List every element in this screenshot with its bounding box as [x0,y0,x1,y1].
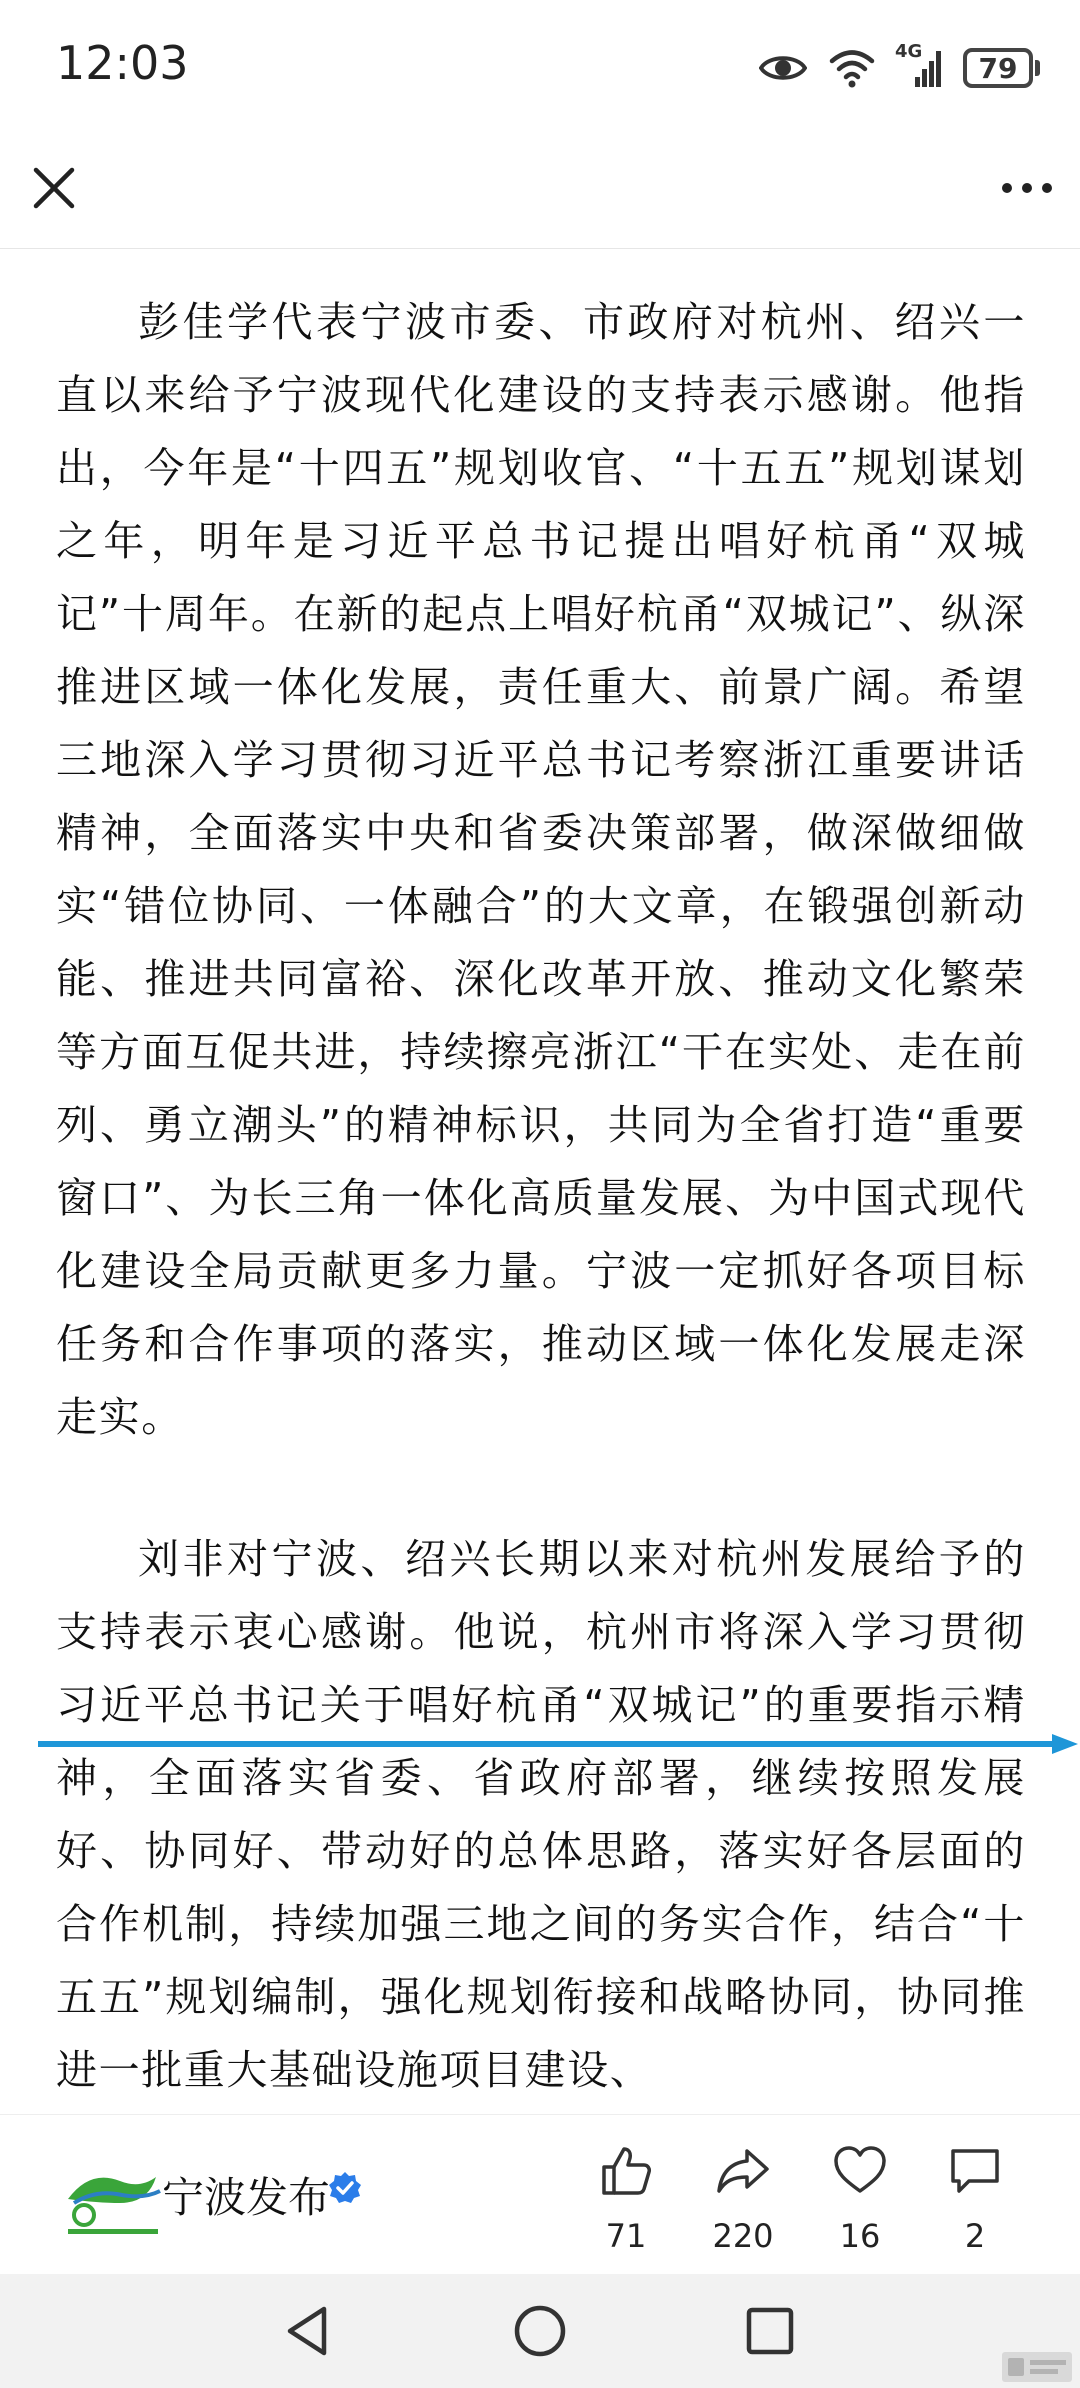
like-button[interactable] [571,2143,681,2255]
comment-count: 2 [964,2217,986,2255]
article-body [56,286,1026,2101]
article-paragraph-2: 刘非对宁波、绍兴长期以来对杭州发展给予的支持表示衷心感谢。他说，杭州市将深入学习贯彻习近平总书记关于唱好杭甬“双城记”的重要指示精神，全面落实省委、省政府部署，继续按照发展好、协同好、带动好的总体思路，落实好各层面的合作机制，持续加强三地之间的务实合作，结合“十五五”规划编制，强化规划衔接和战略协同，协同推进一批重大基础设施项目建设、 [56,1535,1026,2094]
share-button[interactable] [688,2143,798,2255]
status-time: 12:03 [56,36,189,90]
close-icon [26,160,82,216]
annotation-arrow [38,1732,1080,1756]
more-options-button[interactable] [992,160,1062,216]
comment-button[interactable] [920,2143,1030,2255]
watermark-icon [1002,2352,1072,2382]
nav-home-button[interactable] [510,2301,570,2361]
battery-level: 79 [978,51,1018,85]
favorite-button[interactable] [805,2143,915,2255]
verified-badge-icon [328,2171,362,2205]
footer-bar [0,2114,1080,2275]
system-nav-bar [0,2274,1080,2388]
share-icon [715,2143,771,2199]
favorite-count: 16 [839,2217,881,2255]
like-count: 71 [605,2217,647,2255]
close-button[interactable] [26,160,82,216]
account-logo[interactable] [60,2159,170,2243]
nav-recents-button[interactable] [740,2301,800,2361]
share-count: 220 [712,2217,774,2255]
home-circle-icon [510,2301,570,2361]
nav-back-button[interactable] [278,2301,338,2361]
account-name[interactable]: 宁波发布 [162,2173,331,2222]
more-icon [992,160,1062,216]
article-paragraph-1: 彭佳学代表宁波市委、市政府对杭州、绍兴一直以来给予宁波现代化建设的支持表示感谢。他指出，今年是“十四五”规划收官、“十五五”规划谋划之年，明年是习近平总书记提出唱好杭甬“双城记”十周年。在新的起点上唱好杭甬“双城记”、纵深推进区域一体化发展，责任重大、前景广阔。希望三地深入学习贯彻习近平总书记考察浙江重要讲话精神，全面落实中央和省委决策部署，做深做细做实“错位协同、一体融合”的大文章，在锻强创新动能、推进共同富裕、深化改革开放、推动文化繁荣等方面互促共进，持续擦亮浙江“干在实处、走在前列、勇立潮头”的精神标识，共同为全省打造“重要窗口”、为长三角一体化高质量发展、为中国式现代化建设全局贡献更多力量。宁波一定抓好各项目标任务和合作事项的落实，推动区域一体化发展走深走实。 [56,298,1026,1441]
signal-icon [895,41,941,89]
wifi-icon [829,48,875,88]
thumbs-up-icon [598,2143,654,2199]
status-icons [759,40,1040,96]
battery-icon [963,48,1040,88]
app-header [0,130,1080,249]
recents-square-icon [740,2301,800,2361]
heart-icon [832,2143,888,2199]
comment-icon [947,2143,1003,2199]
eye-icon [759,51,807,85]
status-bar [0,0,1080,130]
back-triangle-icon [278,2301,338,2361]
network-label: 4G [895,41,923,62]
